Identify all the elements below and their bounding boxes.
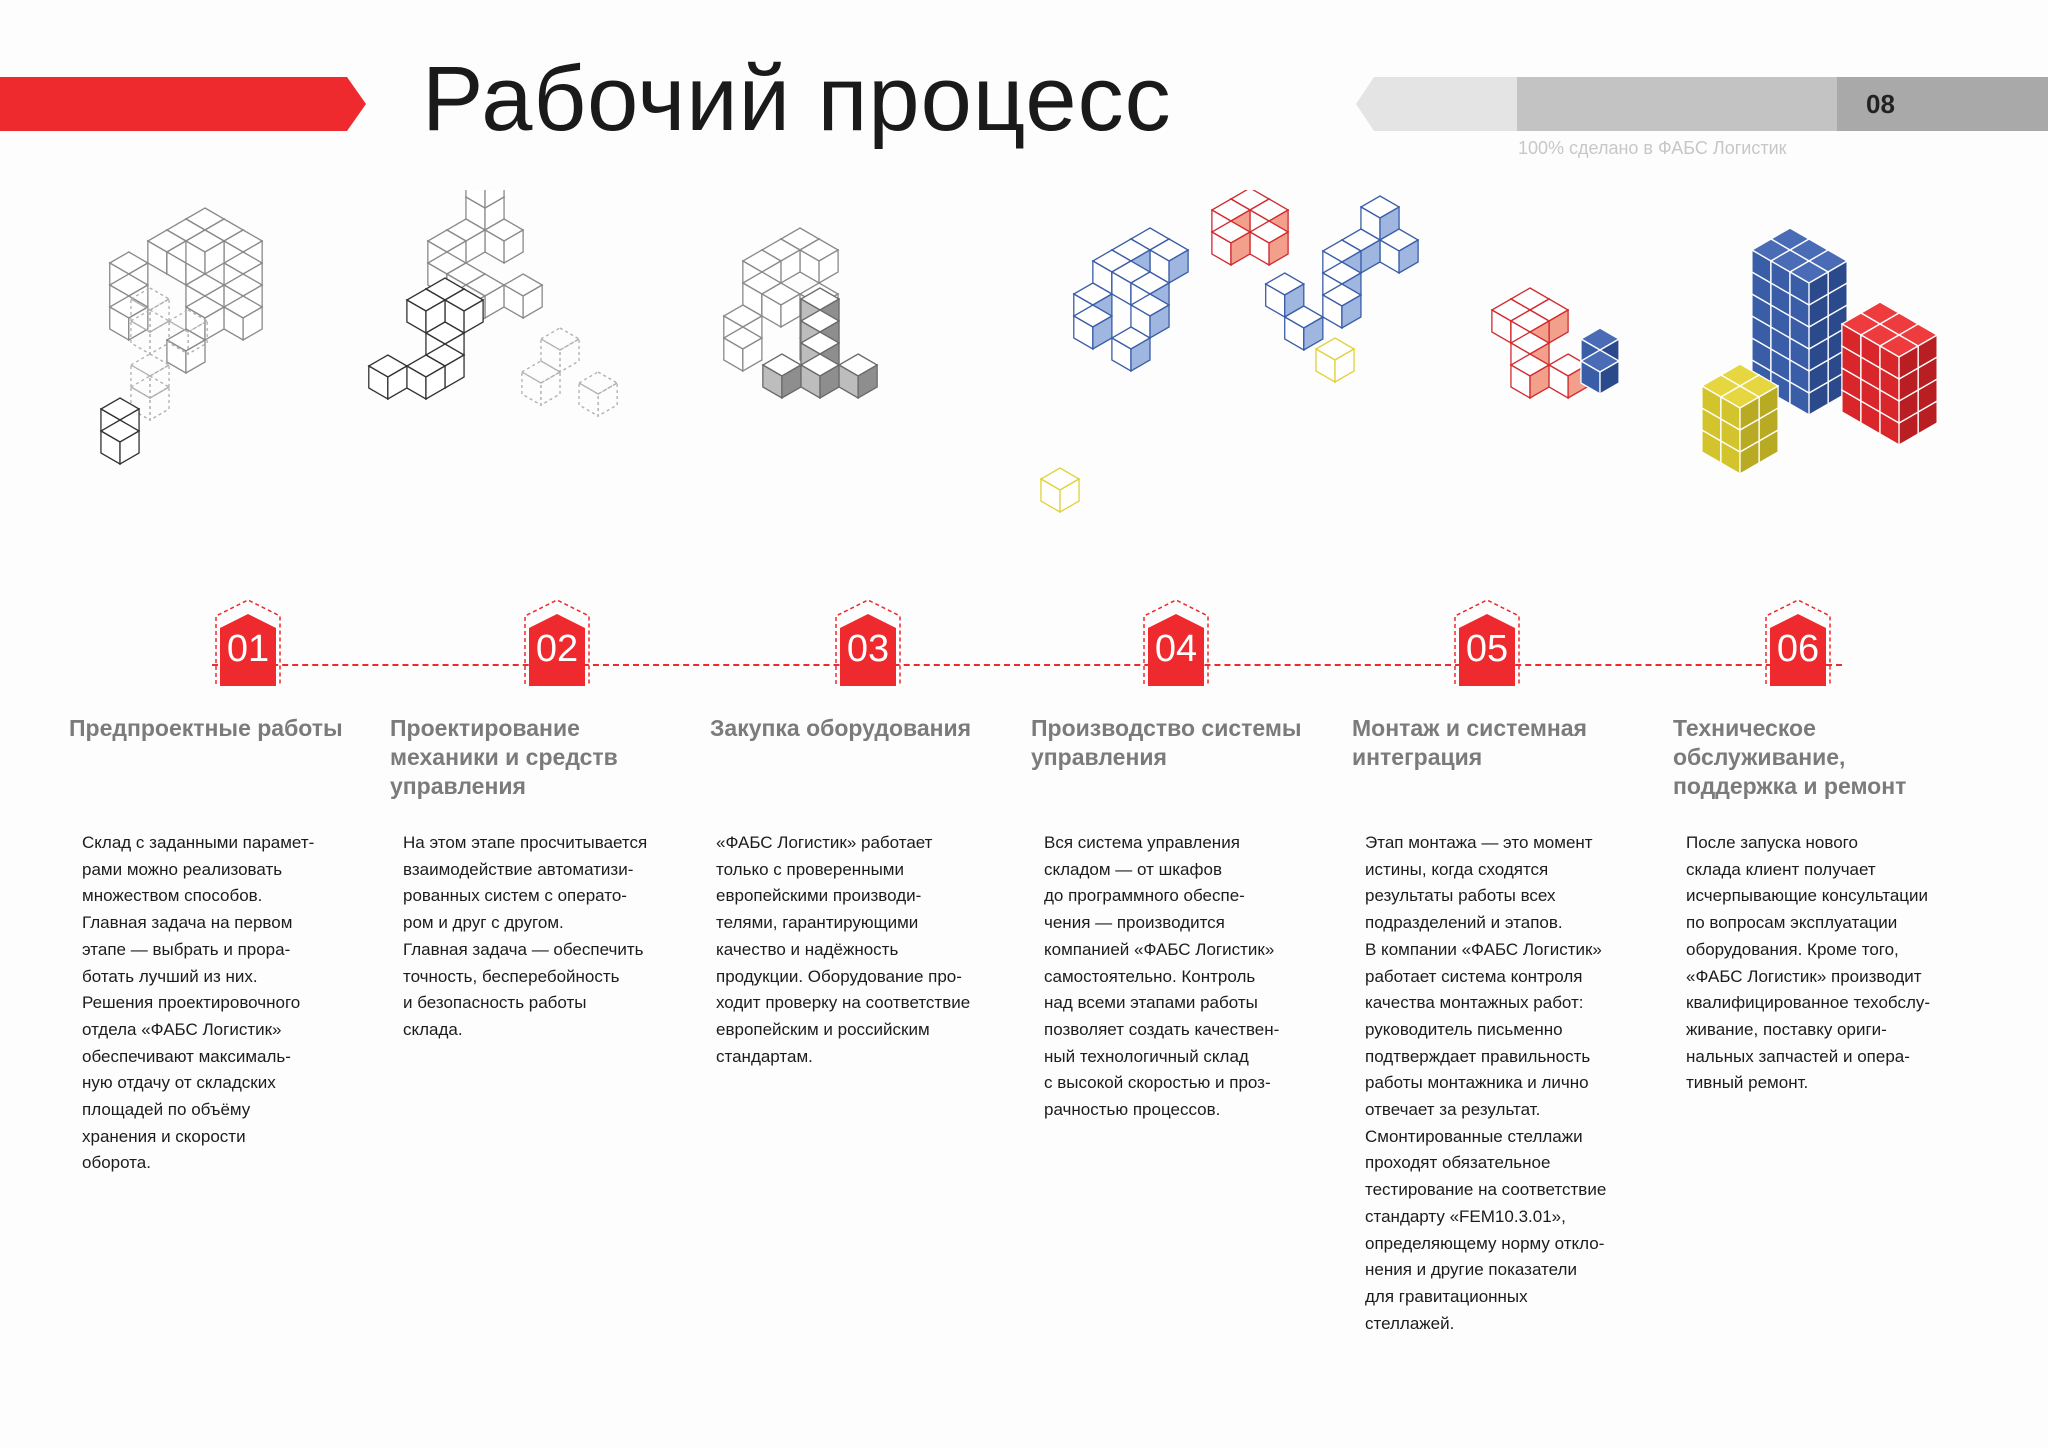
step-title-04: Производство системы управления (1031, 715, 1302, 770)
page-number: 08 (1866, 89, 1895, 119)
yellow-cube-shape (1316, 338, 1354, 382)
step-body-02: На этом этапе просчитывается взаимодействие автоматизи- рованных систем с операто- ром и друг с другом. Главная задача — обеспечить точность, бесперебойность и безопасность работы склада. (403, 833, 648, 1039)
step-body-06: После запуска нового склада клиент получает исчерпывающие консультации по вопросам эксплуатации оборудования. Кроме того, «ФАБС Логистик» производит квалифицированное техобслу- живание, поставку ориги- нальных запчастей и опера- тивный ремонт. (1686, 833, 1931, 1093)
header-grey-bar-mid (1517, 77, 1837, 131)
dashed-cube-shape (579, 372, 617, 416)
step-title-01: Предпроектные работы (69, 715, 343, 741)
dashed-cube-shape (541, 328, 579, 372)
badge-number: 03 (846, 628, 890, 670)
badge-number: 04 (1154, 628, 1198, 670)
step-badge-05 (1451, 598, 1523, 690)
step-badge-04 (1140, 598, 1212, 690)
badge-number: 05 (1465, 628, 1509, 670)
grey-cube-shape (839, 354, 877, 398)
step-badge-03 (832, 598, 904, 690)
step-body-01: Склад с заданными парамет- рами можно реализовать множеством способов. Главная задача на первом этапе — выбрать и прора- ботать лучший из них. Решения проектировочного отдела «ФАБС Логистик» обеспечивают максималь- ную отдачу от складских площадей по объёму хранения и скорости оборота. (82, 833, 315, 1173)
outline-cube-shape (504, 274, 542, 318)
badge-number: 06 (1776, 628, 1820, 670)
step-badge-01 (212, 598, 284, 690)
header-grey-bar-light (1356, 77, 1521, 131)
step-body-05: Этап монтажа — это момент истины, когда сходятся результаты работы всех подразделений и этапов. В компании «ФАБС Логистик» работает система контроля качества монтажных работ: руководитель письменно подтверждает правильность работы монтажника и лично отвечает за результат. Смонтированные стеллажи проходят обязательное тестирование на соответствие стандарту «FEM10.3.01», определяющему норму откло- нения и другие показатели для гравитационных стеллажей. (1365, 833, 1607, 1333)
badge-number: 02 (535, 628, 579, 670)
step-badge-02 (521, 598, 593, 690)
badge-number: 01 (226, 628, 270, 670)
step-title-03: Закупка оборудования (710, 715, 972, 741)
step-body-04: Вся система управления складом — от шкафов до программного обеспе- чения — производится компанией «ФАБС Логистик» самостоятельно. Контроль над всеми этапами работы позволяет создать качествен- ный технологичный склад с высокой скоростью и проз- рачностью процессов. (1044, 833, 1280, 1120)
step-badge-06 (1762, 598, 1834, 690)
header-red-bar (0, 77, 366, 131)
page-title: Рабочий процесс (422, 48, 1172, 150)
yellow-cube-shape (1041, 468, 1079, 512)
tagline: 100% сделано в ФАБС Логистик (1518, 138, 1787, 158)
process-illustrations (0, 190, 2048, 590)
step-title-05: Монтаж и системная интеграция (1352, 715, 1587, 770)
timeline-dashed-line (212, 664, 1842, 666)
step-title-02: Проектирование механики и средств управления (390, 715, 618, 799)
dark-cube-shape (369, 355, 407, 399)
step-title-06: Техническое обслуживание, поддержка и ремонт (1673, 715, 1907, 799)
grey-cube-shape (763, 354, 801, 398)
dashed-cube-shape (522, 361, 560, 405)
step-body-03: «ФАБС Логистик» работает только с проверенными европейскими производи- телями, гарантирующими качество и надёжность продукции. Оборудование про- ходит проверку на соответствие европейским и российским стандартам. (716, 833, 971, 1066)
